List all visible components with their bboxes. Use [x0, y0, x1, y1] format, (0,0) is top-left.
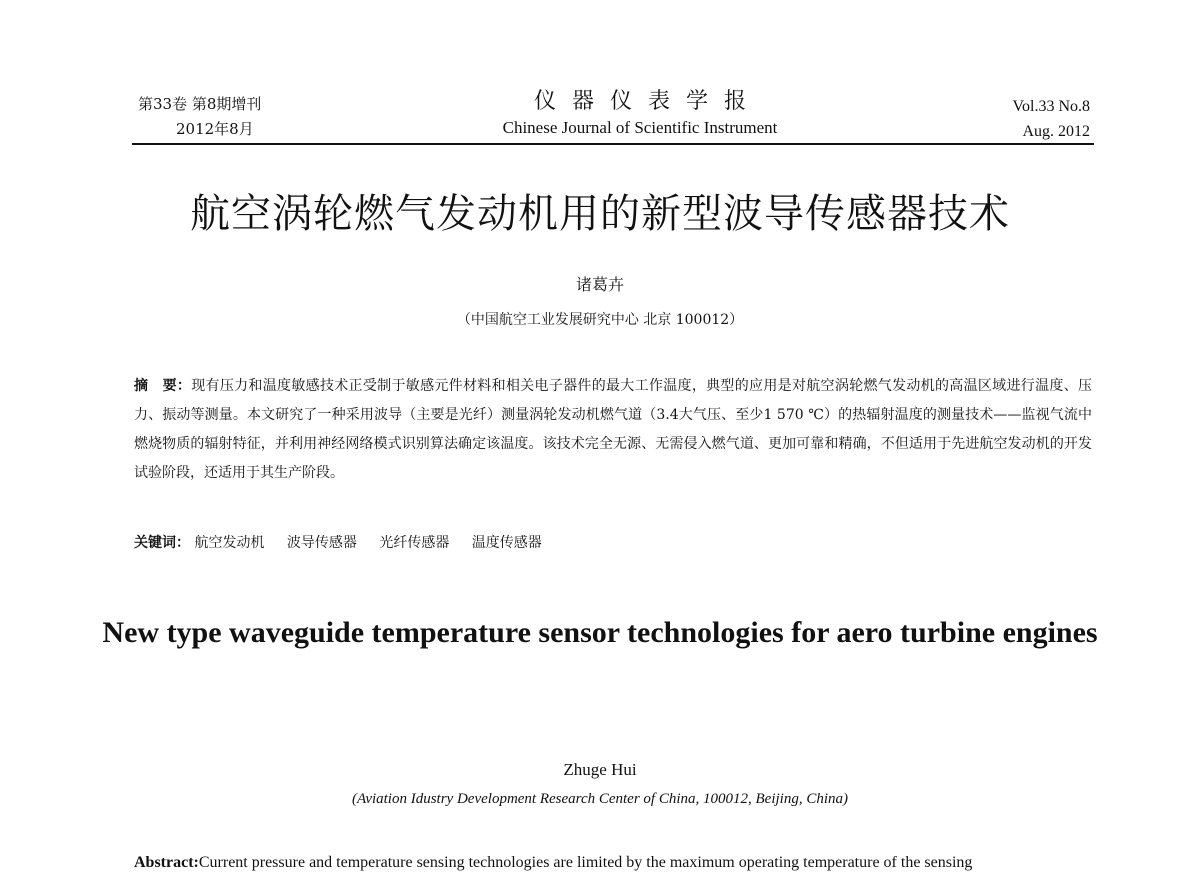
date-en: Aug. 2012: [1022, 123, 1090, 140]
abstract-label-en: Abstract:: [134, 854, 199, 871]
journal-name-cn: 仪器仪表学报: [533, 89, 762, 114]
abstract-text-en: Current pressure and temperature sensing technologies are limited by the maximum operating temperature of the sensing: [198, 854, 973, 871]
journal-name-en: Chinese Journal of Scientific Instrument: [502, 118, 778, 137]
volume-issue-cn: 第33卷 第8期增刊: [138, 95, 262, 113]
abstract-text-cn: 现有压力和温度敏感技术正受制于敏感元件材料和相关电子器件的最大工作温度，典型的应用是对航空涡轮燃气发动机的高温区域进行温度、压力、振动等测量。本文研究了一种采用波导（主要是光纤）测量涡轮发动机燃气道（3.4大气压、至少1 570 ℃）的热辐射温度的测量技术——监视气流中燃烧物质的辐射特征，并利用神经网络模式识别算法确定该温度。该技术完全无源、无需侵入燃气道、更加可靠和精确，不但适用于先进航空发动机的开发试验阶段，还适用于其生产阶段。: [134, 378, 1093, 481]
keyword-item: 波导传感器: [286, 535, 357, 551]
affiliation-en: (Aviation Idustry Development Research Center of China, 100012, Beijing, China): [351, 791, 849, 807]
header-right: [1013, 94, 1091, 144]
abstract-en: [134, 852, 1094, 874]
keywords-cn: [134, 531, 560, 555]
date-cn: 2012年8月: [176, 120, 254, 138]
author-en: Zhuge Hui: [563, 760, 637, 779]
abstract-label-cn: 摘 要：: [134, 378, 192, 394]
abstract-cn: [134, 372, 1092, 488]
affiliation-cn: （中国航空工业发展研究中心 北京 100012）: [456, 312, 744, 328]
header-left: [138, 92, 261, 142]
paper-title-en: New type waveguide temperature sensor technologies for aero turbine engines: [102, 616, 1098, 649]
author-cn: 诸葛卉: [575, 275, 624, 294]
keywords-label-cn: 关键词：: [134, 535, 190, 551]
keyword-item: 温度传感器: [471, 535, 542, 551]
keyword-item: 航空发动机: [194, 535, 265, 551]
header-center: [462, 88, 818, 140]
header-rule: [132, 143, 1094, 145]
volume-issue-en: Vol.33 No.8: [1012, 98, 1090, 115]
keyword-item: 光纤传感器: [379, 535, 450, 551]
paper-title-cn: 航空涡轮燃气发动机用的新型波导传感器技术: [190, 191, 1010, 237]
